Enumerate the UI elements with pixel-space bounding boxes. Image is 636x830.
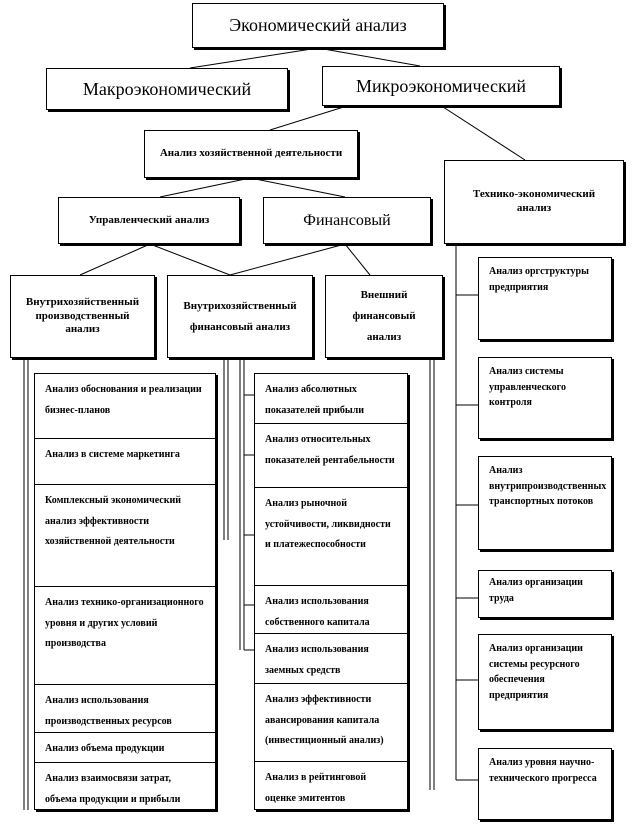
right-item-progress: Анализ уровня научно-технического прогресса	[478, 748, 612, 820]
external-financial-node: Внешний финансовый анализ	[325, 275, 443, 358]
financial-node: Финансовый	[263, 197, 431, 244]
right-item-control: Анализ системы управленческого контроля	[478, 357, 612, 439]
list-item: Анализ абсолютных показателей прибыли	[255, 374, 407, 424]
list-item: Анализ объема продукции	[35, 733, 215, 763]
management-analysis-node: Управленческий анализ	[58, 197, 240, 244]
right-item-labor: Анализ организации труда	[478, 570, 612, 618]
left-analysis-list	[34, 373, 216, 810]
list-item: Анализ взаимосвязи затрат, объема продукции и прибыли	[45, 773, 181, 805]
internal-production-node: Внутрихозяйственный производственный анализ	[10, 275, 155, 358]
macro-node: Макроэкономический	[46, 68, 288, 110]
list-item: Анализ относительных показателей рентабельности	[255, 424, 407, 488]
list-item: Анализ технико-организационного уровня и других условий производства	[35, 587, 215, 685]
list-item: Комплексный экономический анализ эффективности хозяйственной деятельности	[35, 485, 215, 587]
root-node: Экономический анализ	[192, 3, 444, 48]
list-item: Анализ обоснования и реализации бизнес-планов	[35, 374, 215, 439]
list-item: Анализ использования производственных ресурсов	[35, 685, 215, 733]
middle-analysis-list	[254, 373, 408, 810]
technical-economic-node: Технико-экономический анализ	[444, 160, 624, 244]
list-item: Анализ в рейтинговой оценке эмитентов	[265, 772, 367, 804]
right-item-resources: Анализ организации системы ресурсного обеспечения предприятия	[478, 634, 612, 730]
list-item: Анализ рыночной устойчивости, ликвидности и платежеспособности	[255, 488, 407, 586]
list-item: Анализ в системе маркетинга	[35, 439, 215, 485]
list-item: Анализ эффективности авансирования капитала (инвестиционный анализ)	[255, 684, 407, 762]
micro-node: Микроэкономический	[322, 66, 560, 106]
list-item: Анализ использования собственного капитала	[255, 586, 407, 634]
right-item-orgstructure: Анализ оргструктуры предприятия	[478, 257, 612, 340]
internal-financial-node: Внутрихозяйственный финансовый анализ	[167, 275, 313, 358]
right-item-transport: Анализ внутрипроизводственных транспортных потоков	[478, 456, 612, 550]
list-item: Анализ использования заемных средств	[255, 634, 407, 684]
business-analysis-node: Анализ хозяйственной деятельности	[144, 130, 358, 178]
